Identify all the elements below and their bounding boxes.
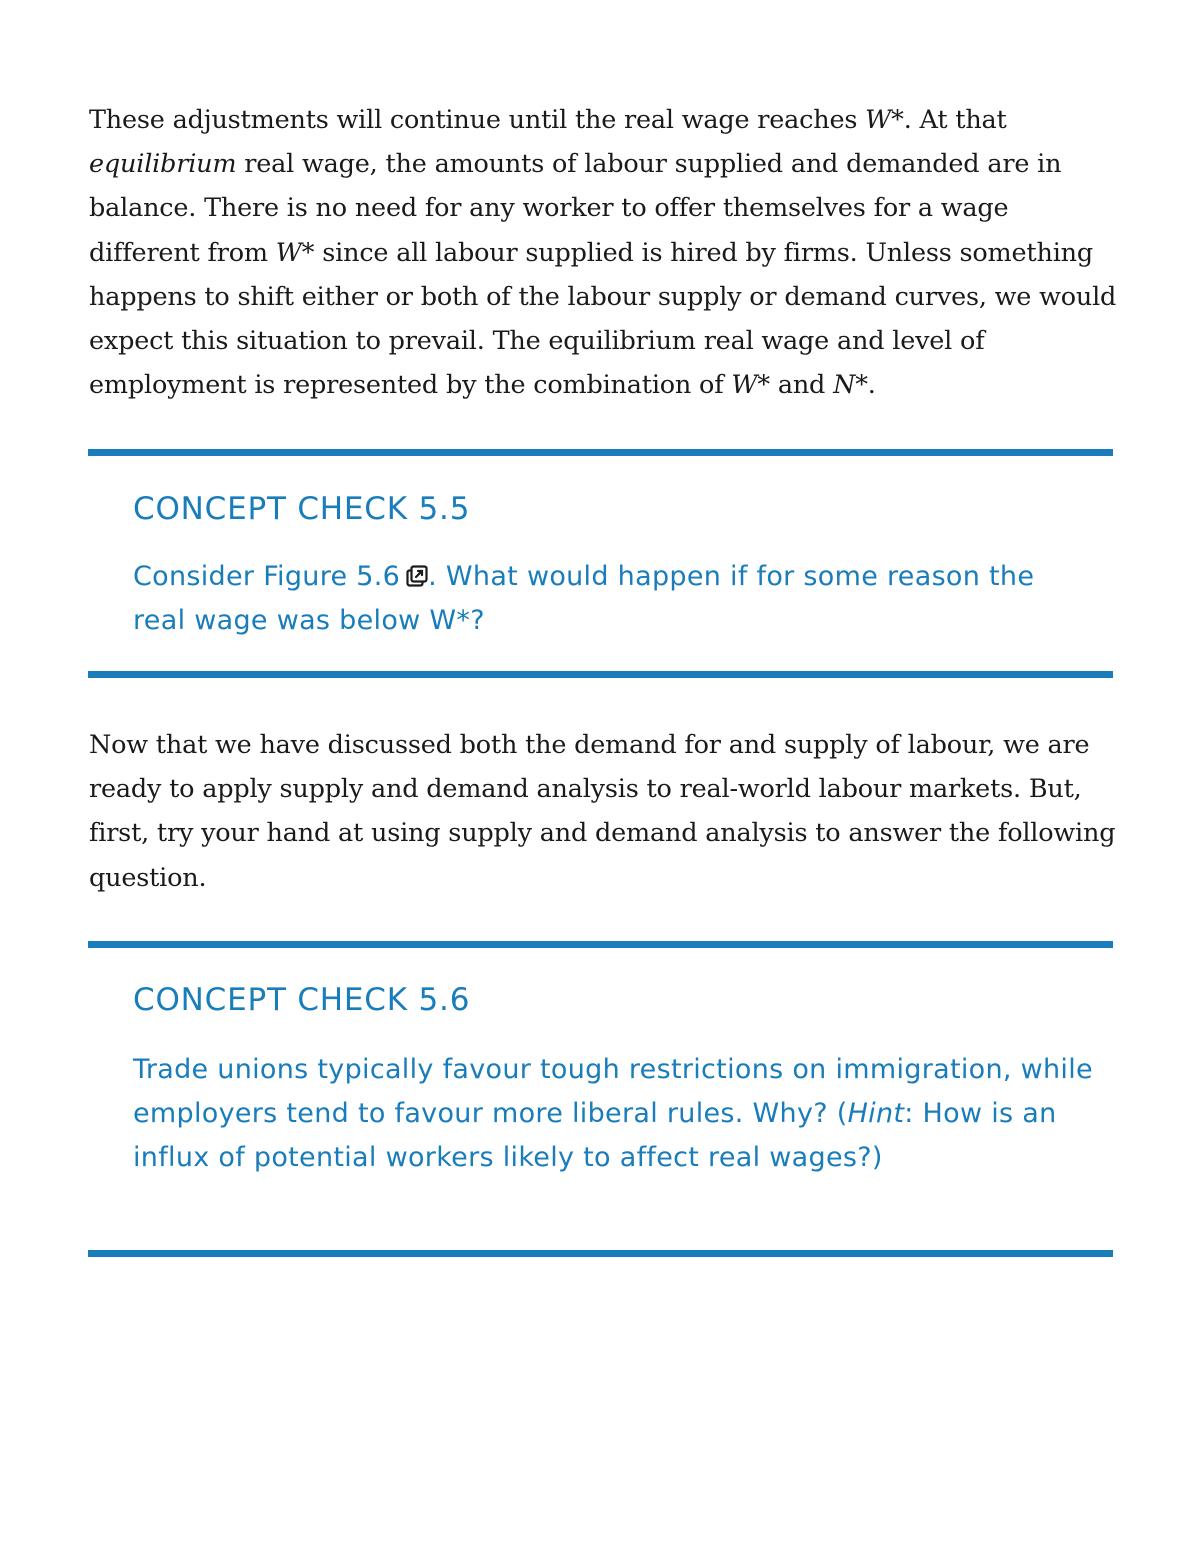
para1-text-4: since all labour supplied is hired by firms. Unless something happens to shift either or both of the labour supply or demand curves, we would expect this situation to prevail. The equilibrium real wage and level of employment is represented by the combination of	[89, 237, 1117, 401]
para1-text-5: and	[769, 370, 834, 401]
concept-check-5-5-question	[133, 555, 1093, 643]
concept-check-bottom-rule	[88, 671, 1113, 678]
body-paragraph-equilibrium	[89, 98, 1119, 407]
figure-5-6-link[interactable]	[263, 561, 428, 592]
para1-text-3: real wage, the amounts of labour supplied and demanded are in balance. There is no need for any worker to offer themselves for a wage different from	[89, 149, 1062, 268]
concept-check-5-5-title: CONCEPT CHECK 5.5	[133, 491, 471, 527]
concept-check-top-rule	[88, 941, 1113, 948]
concept-check-5-6-question	[133, 1048, 1093, 1180]
para1-text-6: .	[867, 370, 876, 401]
w-star-symbol: W*	[731, 370, 770, 401]
n-star-symbol: N*	[833, 370, 868, 401]
cc2-text-2: : How is an influx of potential workers likely to affect real wages?)	[133, 1098, 1057, 1173]
cc2-text-1: Trade unions typically favour tough restrictions on immigration, while employers tend to favour more liberal rules. Why? (	[133, 1054, 1093, 1129]
w-star-symbol: W*	[865, 105, 904, 135]
concept-check-bottom-rule	[88, 1250, 1113, 1257]
w-star-symbol: W*	[275, 237, 315, 268]
body-paragraph-transition: Now that we have discussed both the demand for and supply of labour, we are ready to apply supply and demand analysis to real-world labour markets. But, first, try your hand at using supply and demand analysis to answer the following question.	[89, 730, 1116, 893]
concept-check-top-rule	[88, 449, 1113, 456]
figure-5-6-link-label: Figure 5.6	[263, 561, 401, 592]
para1-text-2: . At that	[903, 105, 1007, 135]
cc1-suffix: . What would happen if for some reason the real wage was below W*?	[133, 561, 1035, 636]
external-link-icon	[406, 565, 428, 587]
cc1-prefix: Consider	[133, 561, 264, 592]
para1-text-1: These adjustments will continue until the real wage reaches	[89, 105, 866, 135]
hint-label: Hint	[847, 1098, 905, 1129]
concept-check-5-6-title: CONCEPT CHECK 5.6	[133, 982, 471, 1018]
equilibrium-term: equilibrium	[89, 149, 237, 180]
